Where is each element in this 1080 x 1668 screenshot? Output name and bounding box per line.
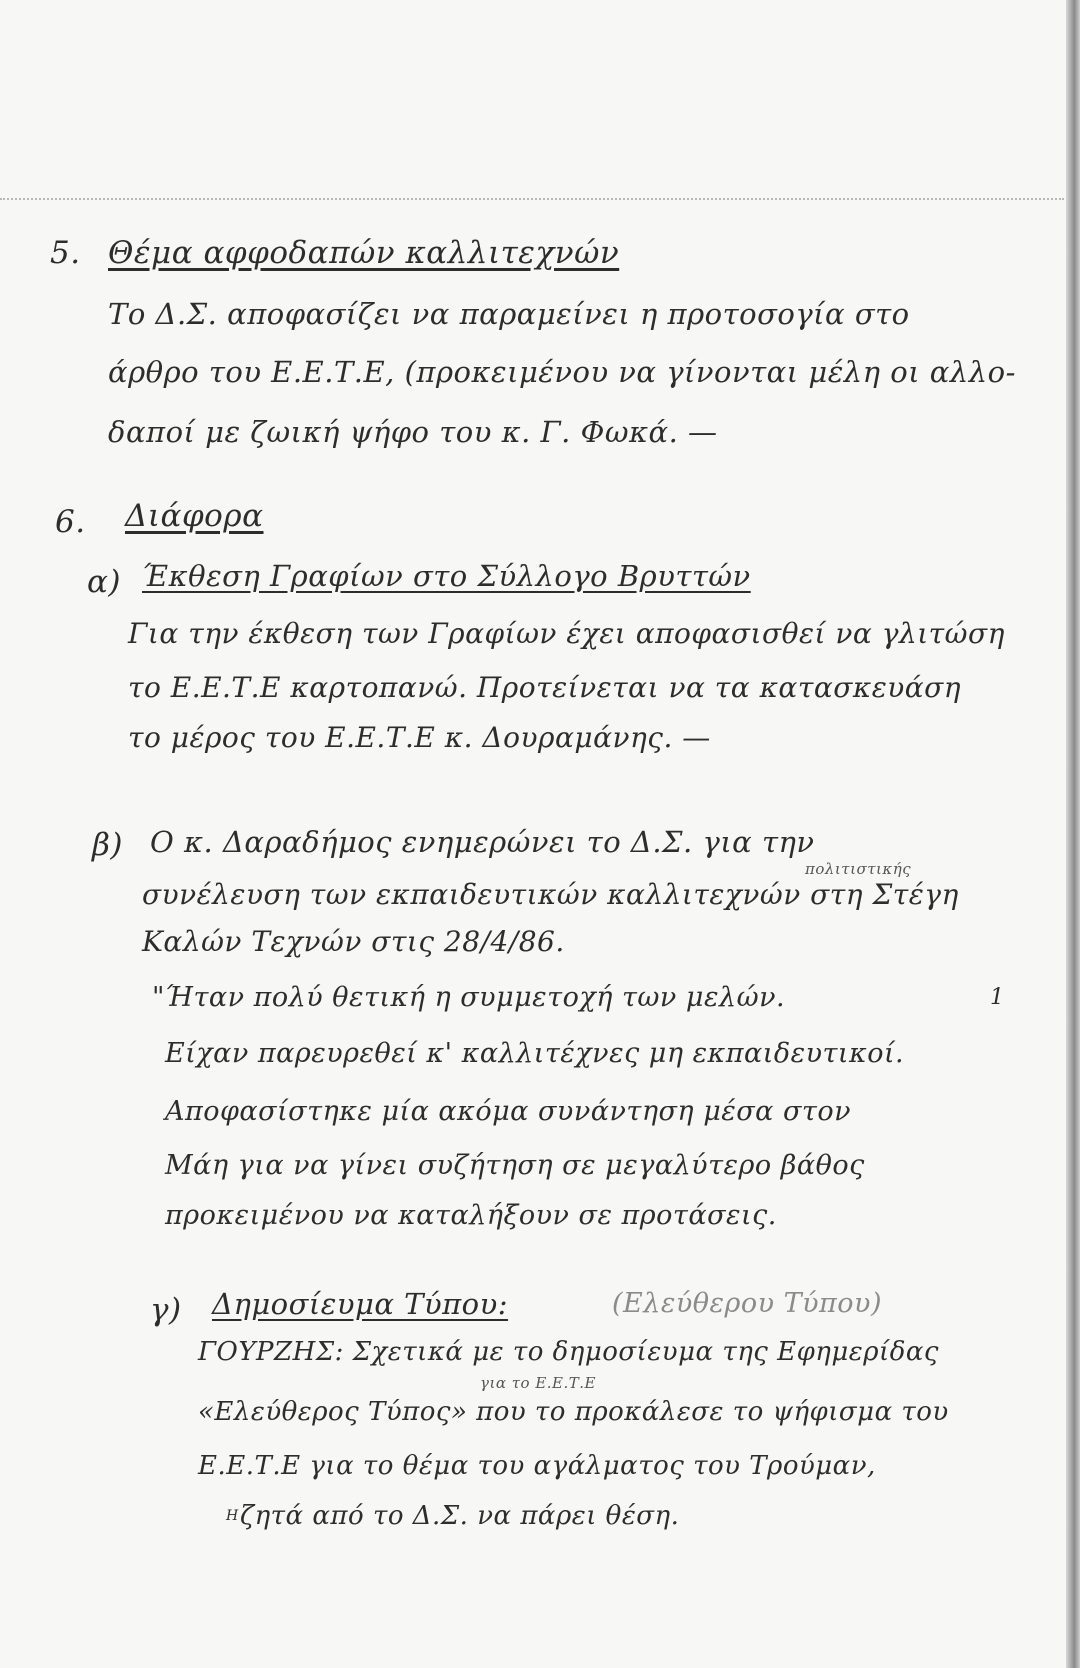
item-6c-line-1: ΓΟΥΡΖΗΣ: Σχετικά με το δημοσίευμα της Εφημερίδας [198,1337,939,1367]
item-6a-marker: α) [87,564,122,600]
item-6c-marker: γ) [150,1292,182,1328]
item-6a-line-3: το μέρος του Ε.Ε.Τ.Ε κ. Δουραμάνης. — [128,721,711,754]
item-6c-line-3: Ε.Ε.Τ.Ε για το θέμα του αγάλματος του Τρούμαν, [198,1451,876,1481]
item-6b-line-7: Μάη για να γίνει συζήτηση σε μεγαλύτερο βάθος [165,1150,865,1181]
item-6a-title: Έκθεση Γραφίων στο Σύλλογο Βρυττών [142,559,751,593]
item-6c-line-2: «Ελεύθερος Τύπος» που το προκάλεσε το ψήφισμα του [198,1397,949,1427]
item-6-title: Διάφορα [125,498,264,534]
item-6a-line-1: Για την έκθεση των Γραφίων έχει αποφασισθεί να γλιτώση [128,617,1005,650]
item-5-number: 5. [50,235,81,271]
item-6b-line-8: προκειμένου να καταλήξουν σε προτάσεις. [165,1200,777,1231]
item-6b-line-3: Καλών Τεχνών στις 28/4/86. [142,925,565,958]
item-6b-insertion: πολιτιστικής [805,860,912,878]
item-6c-margin-mark: Η [226,1508,239,1524]
item-6b-line-6: Αποφασίστηκε μία ακόμα συνάντηση μέσα στον [165,1096,852,1127]
item-6c-paren-note: (Ελεύθερου Τύπου) [612,1288,882,1319]
item-6b-margin-mark: 1 [990,985,1005,1010]
item-6-number: 6. [55,504,86,540]
item-6a-line-2: το Ε.Ε.Τ.Ε καρτοπανώ. Προτείνεται να τα κατασκευάση [128,671,962,704]
item-6b-line-2: συνέλευση των εκπαιδευτικών καλλιτεχνών στη Στέγη [142,878,959,911]
item-6c-line-4: ζητά από το Δ.Σ. να πάρει θέση. [240,1501,680,1531]
item-6b-line-4: "Ήταν πολύ θετική η συμμετοχή των μελών. [152,982,786,1013]
item-6b-line-1: Ο κ. Δαραδήμος ενημερώνει το Δ.Σ. για την [150,825,815,859]
page-binding-edge [1066,0,1080,1668]
item-6b-line-5: Είχαν παρευρεθεί κ' καλλιτέχνες μη εκπαιδευτικοί. [165,1038,905,1069]
item-6c-title: Δημοσίευμα Τύπου: [212,1287,509,1321]
item-6b-marker: β) [92,827,124,863]
item-5-line-1: Το Δ.Σ. αποφασίζει να παραμείνει η προτοσογία στο [108,297,910,331]
item-6c-insertion: για το Ε.Ε.Τ.Ε [480,1374,596,1392]
item-5-line-2: άρθρο του Ε.Ε.Τ.Ε, (προκειμένου να γίνονται μέλη οι αλλο- [108,355,1016,389]
torn-top-rule [0,198,1064,200]
item-5-title: Θέμα αφφοδαπών καλλιτεχνών [108,235,620,271]
item-5-line-3: δαποί με ζωική ψήφο του κ. Γ. Φωκά. — [108,415,718,449]
